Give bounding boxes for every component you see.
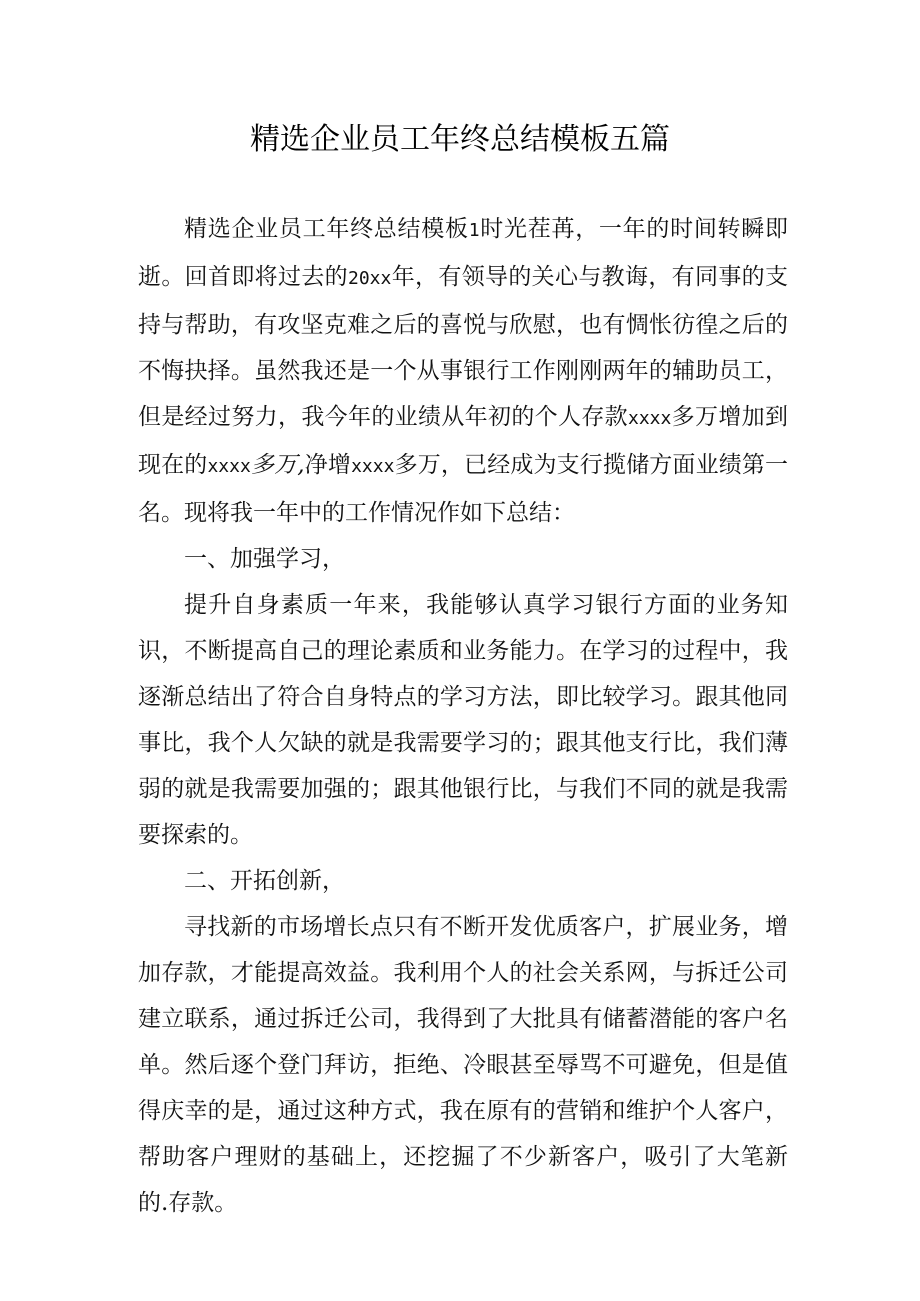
- section-heading-1: [138, 536, 788, 582]
- text-segment: 时光茬苒，一年的时间转瞬即逝。回首即将过去的: [138, 216, 789, 290]
- document-title: 精选企业员工年终总结模板五篇: [250, 122, 670, 157]
- text-segment: 1: [468, 220, 480, 241]
- text-segment: 净增: [304, 452, 352, 478]
- paragraph-intro: [138, 206, 788, 536]
- text-segment: 20xx: [348, 268, 392, 289]
- text-segment: 精选企业员工年终总结模板: [184, 216, 469, 242]
- text-segment: 提升自身素质一年来，我能够认真学习银行方面的业务知识，不断提高自己的理论素质和业务能力。在学习的过程中，我逐渐总结出了符合自身特点的学习方法，即比较学习。跟其他同事比，我个人欠缺的就是我需要学习的；跟其他支行比，我们薄弱的就是我需要加强的；跟其他银行比，与我们不同的就是我需要探索的。: [138, 592, 788, 848]
- section-heading-2: [138, 858, 788, 904]
- text-segment: 多万,: [250, 452, 305, 478]
- text-segment: 寻找新的市场增长点只有不断开发优质客户，扩展业务，增加存款，才能提高效益。我利用个人的社会关系网，与拆迁公司建立联系，通过拆迁公司，我得到了大批具有储蓄潜能的客户名单。然后逐个登门拜访，拒绝、冷眼甚至辱骂不可避免，但是值得庆幸的是，通过这种方式，我在原有的营销和维护个人客户，帮助客户理财的基础上，还挖掘了不少新客户，吸引了大笔新的.存款。: [138, 914, 788, 1216]
- text-segment: 一、加强学习，: [184, 546, 345, 572]
- text-segment: 二、开拓创新，: [184, 868, 345, 894]
- text-segment: 年，有领导的关心与教诲，有同事的支持与帮助，有攻坚克难之后的喜悦与欣慰，也有惆怅彷徨之后的不悔抉择。虽然我还是一个从事银行工作刚刚两年的辅助员工，但是经过努力，我今年的业绩从年初的个人存款: [138, 264, 789, 430]
- text-segment: 多万，已经成为支行揽储方面业绩第一名。现将我一年中的工作情况作如下总结：: [138, 452, 789, 526]
- paragraph-learning: [138, 582, 788, 858]
- text-segment: xxxx: [351, 456, 395, 477]
- text-segment: xxxx: [627, 408, 672, 429]
- document-body: [138, 206, 788, 1226]
- paragraph-innovation: [138, 904, 788, 1226]
- text-segment: xxxx: [207, 456, 251, 477]
- text-segment: 多万增加到现在的: [138, 404, 789, 478]
